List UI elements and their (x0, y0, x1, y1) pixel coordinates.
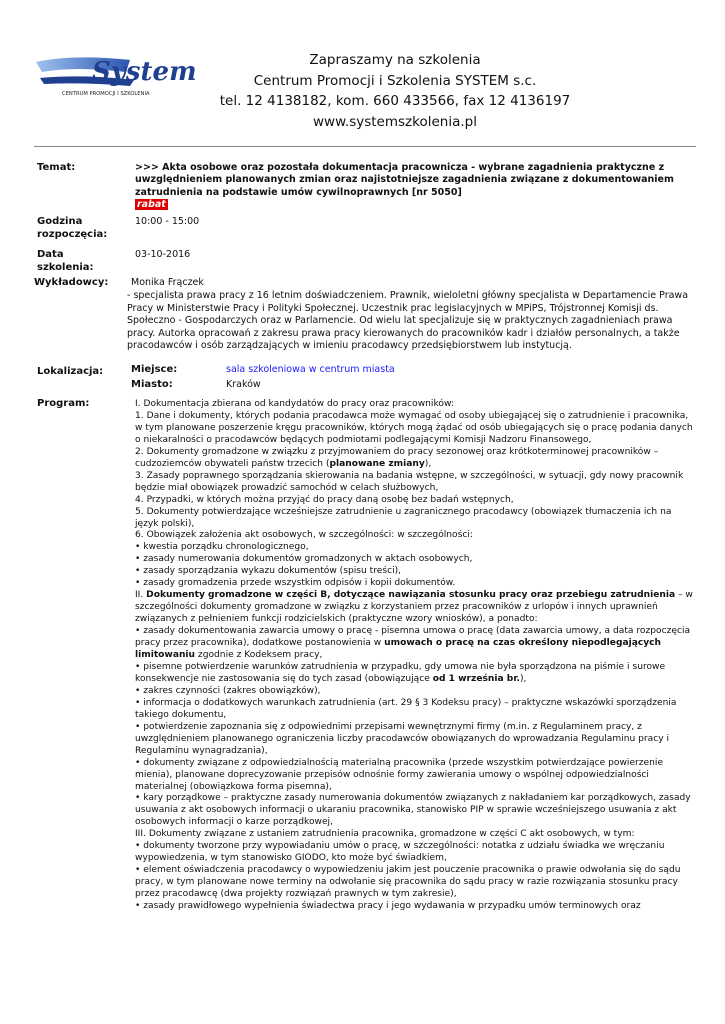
program-item: • dokumenty tworzone przy wypowiadaniu umów o pracę, w szczególności: notatka z udziału świadka we wręczaniu wypowiedzenia, w tym stanowisko GIODO, kto może być świadkiem, (135, 841, 665, 864)
header-line-3: tel. 12 4138182, kom. 660 433566, fax 12 4136197 (219, 93, 571, 109)
place-link[interactable]: sala szkoleniowa w centrum miasta (226, 364, 395, 375)
logo-tagline: CENTRUM PROMOCJI I SZKOLENIA (62, 91, 150, 97)
header-line-2: Centrum Promocji i Szkolenia SYSTEM s.c. (253, 72, 537, 89)
course-title: >>> Akta osobowe oraz pozostała dokumentacja pracownicza - wybrane zagadnienia praktyczne z uwzględnieniem planowanych zmian oraz najistotniejsze zagadnienia związane z dokumentowaniem zatrudnienia na podstawie umów cywilnoprawnych [nr 5050] (135, 162, 674, 198)
label-location: Lokalizacja: (37, 366, 104, 377)
program-item: I. Dokumentacja zbierana od kandydatów do pracy oraz pracowników: (135, 399, 454, 409)
label-start-time-line2: rozpoczęcia: (37, 228, 108, 240)
program-item: • dokumenty związane z odpowiedzialnością materialną pracownika (przede wszystkim potwierdzające powierzenie mienia), planowane doprecyzowanie przepisów odnośnie formy zawierania umowy o wspólnej odpowiedzialności materialnej (obowiązkowa forma pisemna), (135, 757, 664, 792)
program-item: • zasady dokumentowania zawarcia umowy o pracę - pisemna umowa o pracę (data zawarcia umowy, a data rozpoczęcia pracy przez pracownika), dodatkowe postanowienia w umowach o pracę na czas określony niepodlegających limitowaniu zgodnie z Kodeksem pracy, (135, 626, 691, 661)
program-item: II. Dokumenty gromadzone w części B, dotyczące nawiązania stosunku pracy oraz przebiegu zatrudnienia – w szczególności dokumenty gromadzone w związku z korzystaniem przez pracowników z urlopów i innych uprawnień związanych z pełnieniem funkcji rodzicielskich (praktyczne wzory wniosków), a ponadto: (135, 590, 693, 625)
start-time: 10:00 - 15:00 (135, 216, 200, 227)
program-item: 3. Zasady poprawnego sporządzania skierowania na badania wstępne, w szczególności, w sytuacji, gdy nowy pracownik będzie miał obowiązek prowadzić samochód w celach służbowych, (135, 470, 684, 493)
page-header (200, 50, 590, 132)
lecturer-name: Monika Frączek (131, 277, 204, 288)
label-place: Miejsce: (131, 364, 178, 375)
program-item: 1. Dane i dokumenty, których podania pracodawca może wymagać od osoby ubiegającej się o zatrudnienie i pracownika, w tym planowane poszerzenie kręgu pracowników, których mogą żądać od osób ubiegających się o pracę podania danych o niekaralności o pracodawców będących podmiotami podlegającymi Komisji Nadzoru Finansowego, (135, 410, 693, 445)
label-topic: Temat: (37, 162, 76, 173)
label-city: Miasto: (131, 379, 173, 390)
program-item: III. Dokumenty związane z ustaniem zatrudnienia pracownika, gromadzone w części C akt osobowych, w tym: (135, 829, 635, 840)
program-item: 4. Przypadki, w których można przyjąć do pracy daną osobę bez badań wstępnych, (135, 494, 514, 505)
program-content (135, 399, 695, 913)
label-start-time (37, 216, 107, 241)
course-title-block (135, 162, 695, 211)
divider (34, 146, 696, 147)
program-item: 2. Dokumenty gromadzone w związku z przyjmowaniem do pracy sezonowej oraz krótkoterminowej pracowników – cudzoziemców obywateli państw trzecich (planowane zmiany), (135, 446, 659, 469)
program-item: • kary porządkowe – praktyczne zasady numerowania dokumentów związanych z nakładaniem kar porządkowych, zasady usuwania z akt osobowych informacji o ukaraniu pracownika, stanowisko PIP w sprawie wcześniejszego usuwania z akt osobowych informacji o karze porządkowej, (135, 793, 691, 828)
label-program: Program: (37, 398, 90, 409)
program-item: • zasady sporządzania wykazu dokumentów (spisu treści), (135, 566, 402, 577)
program-item: 6. Obowiązek założenia akt osobowych, w szczególności: w szczególności: (135, 530, 473, 541)
program-item: • informacja o dodatkowych warunkach zatrudnienia (art. 29 § 3 Kodeksu pracy) – praktyczne wskazówki sporządzenia takiego dokumentu, (135, 697, 677, 720)
header-line-1: Zapraszamy na szkolenia (309, 52, 481, 68)
label-date (37, 249, 94, 274)
city: Kraków (226, 379, 261, 390)
program-item: • zakres czynności (zakres obowiązków), (135, 685, 321, 696)
discount-badge: rabat (137, 198, 166, 210)
label-date-line1: Data (37, 249, 64, 260)
program-item: • element oświadczenia pracodawcy o wypowiedzeniu jakim jest pouczenie pracownika o prawie odwołania się do sądu pracy, w tym planowane nowe terminy na odwołanie się pracownika do sądu pracy w razie rozwiązania stosunku pracy przez pracodawcę (dwa projekty rozwiązań prawnych w tym zakresie), (135, 865, 681, 900)
program-item: 5. Dokumenty potwierdzające wcześniejsze zatrudnienie u zagranicznego pracodawcy (obowiązek tłumaczenia ich na język polski), (135, 506, 672, 529)
label-start-time-line1: Godzina (37, 216, 83, 227)
program-item: • zasady prawidłowego wypełnienia świadectwa pracy i jego wydawania w przypadku umów terminowych oraz (135, 901, 641, 912)
program-item: • zasady numerowania dokumentów gromadzonych w aktach osobowych, (135, 554, 473, 565)
program-item: • kwestia porządku chronologicznego, (135, 542, 309, 553)
company-logo (34, 50, 197, 102)
header-website: www.systemszkolenia.pl (313, 113, 477, 130)
program-item: • potwierdzenie zapoznania się z odpowiednimi przepisami wewnętrznymi firmy (m.in. z Regulaminem pracy, z uwzględnieniem planowanego ograniczenia liczby pracodawców obowiązanych do wprowadzania Regulaminu pracy i Regulaminu wynagradzania), (135, 721, 670, 756)
label-date-line2: szkolenia: (37, 261, 94, 273)
course-date: 03-10-2016 (135, 249, 191, 260)
label-lecturers: Wykładowcy: (34, 277, 109, 288)
lecturer-bio: - specjalista prawa pracy z 16 letnim doświadczeniem. Prawnik, wieloletni główny specjalista w Departamencie Prawa Pracy w Ministerstwie Pracy i Polityki Społecznej. Uczestnik prac legislacyjnych w MPiPS, Trójstronnej Komisji ds. Społeczno - Gospodarczych oraz w Parlamencie. Od wielu lat specjalizuje się w praktycznych zagadnieniach prawa pracy. Autorka opracowań z zakresu prawa pracy kierowanych do pracowników kadr i działów personalnych, a także pracodawców i osób zarządzających w imieniu pracodawcy przedsiębiorstwem lub instytucją. (127, 290, 689, 352)
program-item: • pisemne potwierdzenie warunków zatrudnienia w przypadku, gdy umowa nie była sporządzona na piśmie i surowe konsekwencje nie zastosowania się do tych zasad (obowiązujące od 1 września br.), (135, 661, 666, 684)
logo-graphic (34, 50, 197, 102)
program-item: • zasady gromadzenia przede wszystkim odpisów i kopii dokumentów. (135, 578, 456, 589)
logo-brand: System (92, 57, 197, 87)
